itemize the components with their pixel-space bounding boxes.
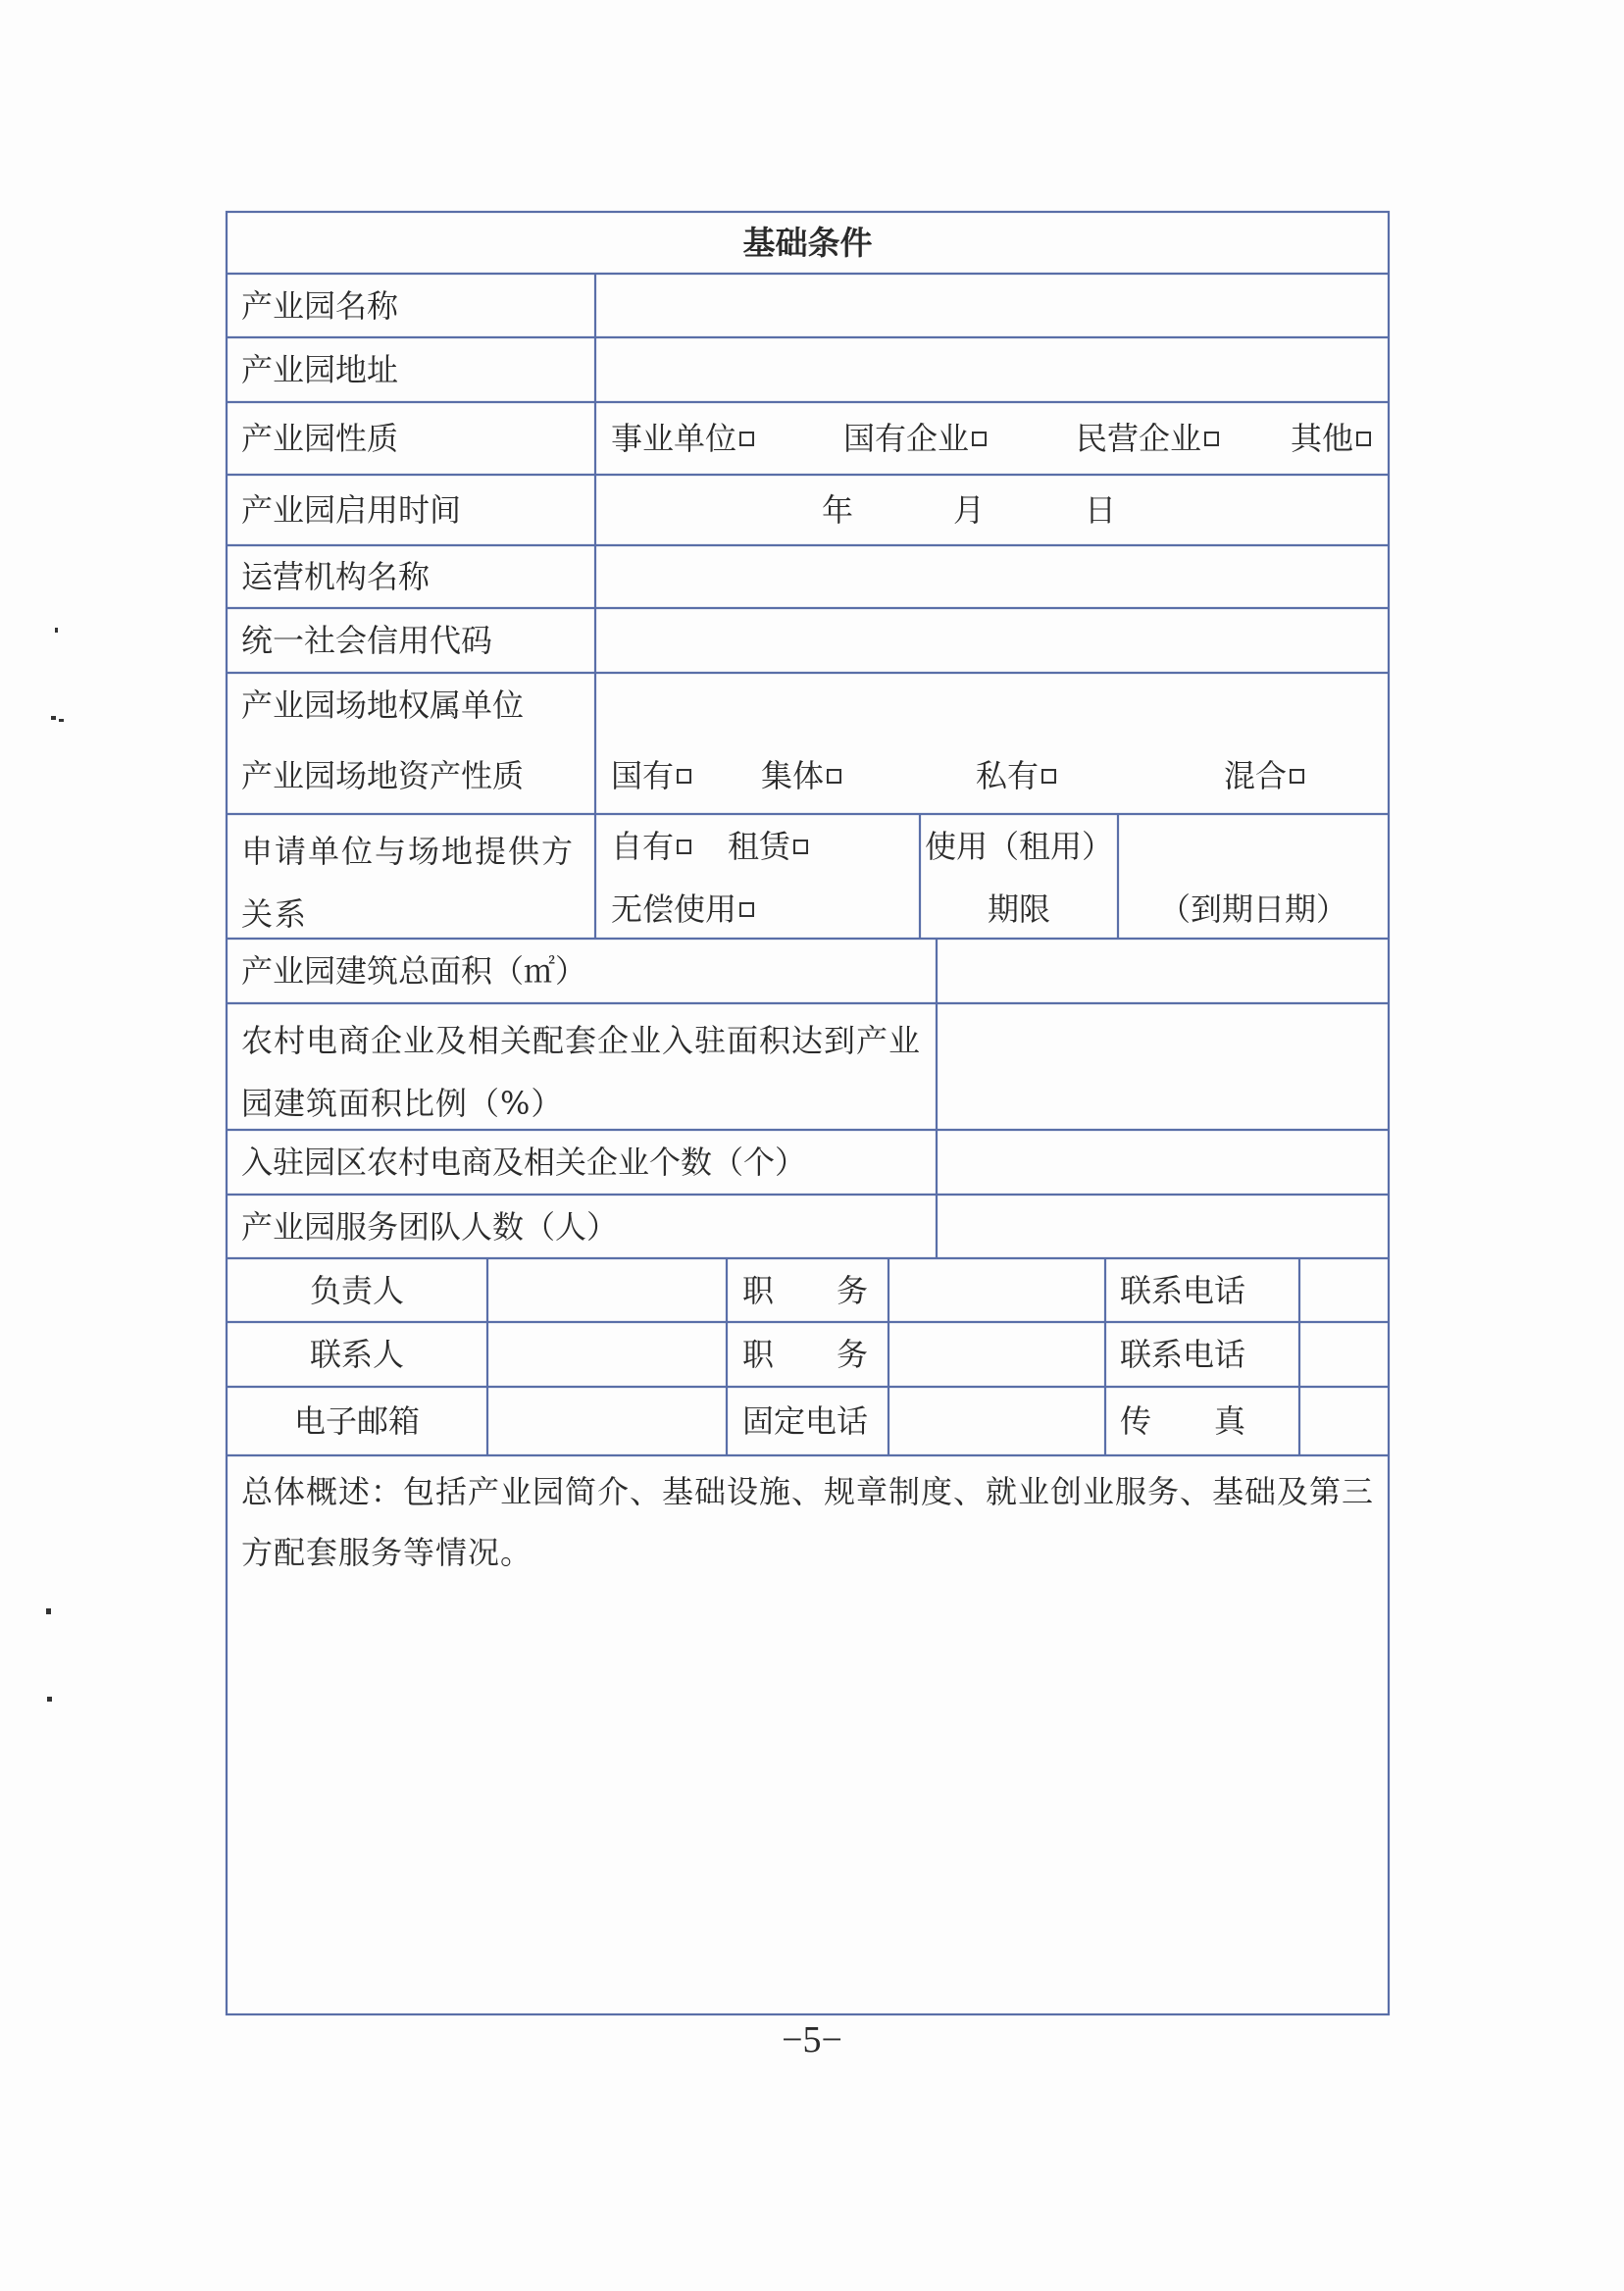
nature-option-public-institution[interactable] <box>611 402 758 475</box>
label-park-nature: 产业园性质 <box>241 420 399 457</box>
option-label: 集体 <box>761 757 825 794</box>
email-field[interactable] <box>489 1389 725 1453</box>
overview-field[interactable] <box>228 1608 1387 2012</box>
option-label: 民营企业 <box>1076 420 1202 457</box>
park-address-field[interactable] <box>597 339 1387 400</box>
asset-option-private[interactable] <box>976 738 1074 814</box>
date-day-label: 日 <box>1085 491 1117 529</box>
scan-speck <box>51 716 56 720</box>
checkbox-icon[interactable] <box>1356 432 1371 446</box>
label-site-asset-nature: 产业园场地资产性质 <box>241 757 525 794</box>
use-period-label-line2: 期限 <box>987 891 1050 928</box>
contact-position-field[interactable] <box>890 1324 1103 1385</box>
total-area-field[interactable] <box>939 941 1387 1001</box>
relation-option-lease[interactable] <box>728 822 836 871</box>
contact-phone-field[interactable] <box>1301 1324 1387 1385</box>
scan-speck <box>55 628 58 633</box>
use-period-label: 使用（租用） <box>924 828 1113 865</box>
scan-speck <box>59 719 64 722</box>
head-name-field[interactable] <box>489 1260 725 1320</box>
option-label: 租赁 <box>728 828 791 865</box>
site-owner-field[interactable] <box>597 675 1387 736</box>
scan-speck <box>47 1697 52 1702</box>
label-landline: 固定电话 <box>742 1402 869 1440</box>
label-total-area: 产业园建筑总面积（㎡） <box>241 952 587 990</box>
nature-option-state-owned[interactable] <box>843 402 990 475</box>
nature-option-other[interactable] <box>1291 402 1387 475</box>
asset-option-collective[interactable] <box>761 738 859 814</box>
checkbox-icon[interactable] <box>1204 432 1219 446</box>
label-enterprise-count: 入驻园区农村电商及相关企业个数（个） <box>241 1144 807 1181</box>
option-label: 无偿使用 <box>611 891 737 928</box>
option-label: 自有 <box>611 828 675 865</box>
page-number: −5− <box>782 2019 842 2061</box>
label-head: 负责人 <box>309 1271 404 1309</box>
label-park-address: 产业园地址 <box>241 351 399 388</box>
form-title: 基础条件 <box>742 223 873 262</box>
asset-option-state[interactable] <box>611 738 709 814</box>
checkbox-icon[interactable] <box>793 840 808 854</box>
checkbox-icon[interactable] <box>739 902 754 917</box>
option-label: 其他 <box>1291 420 1354 457</box>
label-site-owner: 产业园场地权属单位 <box>241 687 525 724</box>
option-label: 国有企业 <box>843 420 970 457</box>
date-month-label: 月 <box>953 491 986 529</box>
park-name-field[interactable] <box>597 276 1387 335</box>
credit-code-field[interactable] <box>597 610 1387 671</box>
service-team-field[interactable] <box>939 1196 1387 1256</box>
label-park-start-date: 产业园启用时间 <box>241 491 462 529</box>
label-position-2: 职 务 <box>742 1336 869 1373</box>
landline-field[interactable] <box>890 1389 1103 1453</box>
relation-option-own[interactable] <box>611 822 699 871</box>
option-label: 私有 <box>976 757 1040 794</box>
label-position-1: 职 务 <box>742 1271 869 1309</box>
contact-name-field[interactable] <box>489 1324 725 1385</box>
checkbox-icon[interactable] <box>677 840 691 854</box>
label-ecommerce-area-ratio: 农村电商企业及相关配套企业入驻面积达到产业园建筑面积比例（%） <box>241 1022 922 1122</box>
option-label: 混合 <box>1224 757 1288 794</box>
label-credit-code: 统一社会信用代码 <box>241 622 493 659</box>
fax-field[interactable] <box>1301 1389 1387 1453</box>
asset-option-mixed[interactable] <box>1224 738 1322 814</box>
checkbox-icon[interactable] <box>827 769 841 784</box>
option-label: 国有 <box>611 757 675 794</box>
label-email: 电子邮箱 <box>293 1402 420 1440</box>
checkbox-icon[interactable] <box>1041 769 1056 784</box>
label-park-name: 产业园名称 <box>241 286 399 325</box>
head-phone-field[interactable] <box>1301 1260 1387 1320</box>
label-operator-name: 运营机构名称 <box>241 558 431 595</box>
checkbox-icon[interactable] <box>1290 769 1304 784</box>
label-contact: 联系人 <box>309 1336 404 1373</box>
operator-name-field[interactable] <box>597 547 1387 606</box>
nature-option-private[interactable] <box>1076 402 1223 475</box>
label-fax: 传 真 <box>1120 1402 1246 1440</box>
relation-option-free-use[interactable] <box>611 885 787 934</box>
option-label: 事业单位 <box>611 420 737 457</box>
label-service-team: 产业园服务团队人数（人） <box>241 1207 619 1246</box>
enterprise-count-field[interactable] <box>939 1132 1387 1193</box>
checkbox-icon[interactable] <box>677 769 691 784</box>
date-year-label: 年 <box>822 491 854 529</box>
ecommerce-area-ratio-field[interactable] <box>939 1005 1387 1128</box>
label-phone-1: 联系电话 <box>1120 1271 1246 1309</box>
checkbox-icon[interactable] <box>972 432 987 446</box>
expiry-date-field[interactable]: （到期日期） <box>1158 891 1347 928</box>
label-applicant-relation: 申请单位与场地提供方关系 <box>241 833 576 933</box>
head-position-field[interactable] <box>890 1260 1103 1320</box>
checkbox-icon[interactable] <box>739 432 754 446</box>
overview-prompt: 总体概述：包括产业园简介、基础设施、规章制度、就业创业服务、基础及第三方配套服务等情况。 <box>241 1473 1375 1571</box>
label-phone-2: 联系电话 <box>1120 1336 1246 1373</box>
scan-speck <box>46 1608 51 1614</box>
